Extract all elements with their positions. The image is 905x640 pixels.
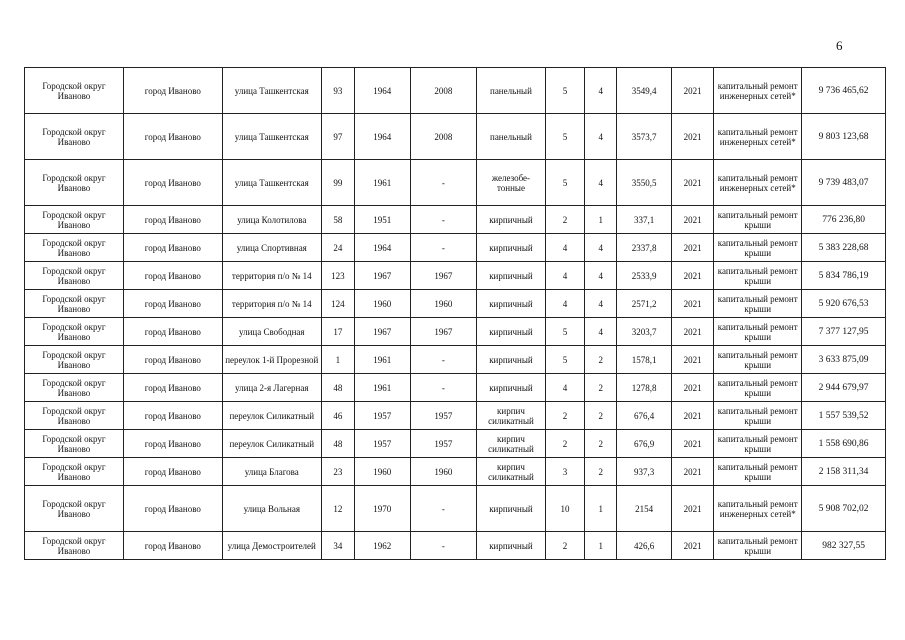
house-number-cell: 23 <box>321 458 354 486</box>
wall-material-cell: панельный <box>477 68 546 114</box>
wall-material-cell: железобе-тонные <box>477 160 546 206</box>
floors-cell: 4 <box>545 290 584 318</box>
work-type-cell: капитальный ремонт инженерных сетей* <box>714 114 802 160</box>
table-row <box>25 160 886 206</box>
wall-material-cell: кирпич силикатный <box>477 458 546 486</box>
year-built-cell: 1961 <box>355 160 411 206</box>
year-built-cell: 1967 <box>355 318 411 346</box>
work-type-cell: капитальный ремонт крыши <box>714 290 802 318</box>
planned-year-cell: 2021 <box>671 234 713 262</box>
district-cell: Городской округ Иваново <box>25 532 124 560</box>
cost-cell: 9 736 465,62 <box>802 68 886 114</box>
work-type-cell: капитальный ремонт крыши <box>714 374 802 402</box>
table-row <box>25 430 886 458</box>
wall-material-cell: кирпичный <box>477 290 546 318</box>
wall-material-cell: кирпичный <box>477 318 546 346</box>
street-cell: улица 2-я Лагерная <box>222 374 321 402</box>
city-cell: город Иваново <box>123 430 222 458</box>
planned-year-cell: 2021 <box>671 262 713 290</box>
entrances-cell: 4 <box>585 234 617 262</box>
work-type-cell: капитальный ремонт крыши <box>714 458 802 486</box>
planned-year-cell: 2021 <box>671 486 713 532</box>
cost-cell: 3 633 875,09 <box>802 346 886 374</box>
year-built-cell: 1961 <box>355 346 411 374</box>
area-cell: 337,1 <box>617 206 672 234</box>
cost-cell: 5 908 702,02 <box>802 486 886 532</box>
work-type-cell: капитальный ремонт инженерных сетей* <box>714 68 802 114</box>
city-cell: город Иваново <box>123 160 222 206</box>
cost-cell: 982 327,55 <box>802 532 886 560</box>
city-cell: город Иваново <box>123 532 222 560</box>
street-cell: переулок Силикатный <box>222 402 321 430</box>
table-row <box>25 402 886 430</box>
street-cell: улица Свободная <box>222 318 321 346</box>
district-cell: Городской округ Иваново <box>25 290 124 318</box>
house-number-cell: 24 <box>321 234 354 262</box>
district-cell: Городской округ Иваново <box>25 68 124 114</box>
district-cell: Городской округ Иваново <box>25 160 124 206</box>
street-cell: территория п/о № 14 <box>222 262 321 290</box>
wall-material-cell: кирпичный <box>477 262 546 290</box>
planned-year-cell: 2021 <box>671 532 713 560</box>
last-overhaul-year-cell: 1960 <box>410 290 477 318</box>
district-cell: Городской округ Иваново <box>25 206 124 234</box>
area-cell: 2154 <box>617 486 672 532</box>
planned-year-cell: 2021 <box>671 114 713 160</box>
street-cell: переулок 1-й Прорезной <box>222 346 321 374</box>
area-cell: 1578,1 <box>617 346 672 374</box>
entrances-cell: 2 <box>585 402 617 430</box>
work-type-cell: капитальный ремонт инженерных сетей* <box>714 486 802 532</box>
street-cell: улица Ташкентская <box>222 160 321 206</box>
planned-year-cell: 2021 <box>671 160 713 206</box>
year-built-cell: 1960 <box>355 458 411 486</box>
last-overhaul-year-cell: 1957 <box>410 430 477 458</box>
cost-cell: 9 803 123,68 <box>802 114 886 160</box>
district-cell: Городской округ Иваново <box>25 402 124 430</box>
area-cell: 937,3 <box>617 458 672 486</box>
entrances-cell: 2 <box>585 458 617 486</box>
cost-cell: 5 834 786,19 <box>802 262 886 290</box>
entrances-cell: 4 <box>585 68 617 114</box>
year-built-cell: 1964 <box>355 68 411 114</box>
house-number-cell: 12 <box>321 486 354 532</box>
district-cell: Городской округ Иваново <box>25 430 124 458</box>
table-row <box>25 458 886 486</box>
housing-repair-table <box>24 67 886 560</box>
year-built-cell: 1951 <box>355 206 411 234</box>
street-cell: переулок Силикатный <box>222 430 321 458</box>
area-cell: 3549,4 <box>617 68 672 114</box>
floors-cell: 5 <box>545 318 584 346</box>
last-overhaul-year-cell: - <box>410 532 477 560</box>
house-number-cell: 97 <box>321 114 354 160</box>
page-number: 6 <box>836 38 843 53</box>
planned-year-cell: 2021 <box>671 402 713 430</box>
wall-material-cell: кирпичный <box>477 206 546 234</box>
street-cell: улица Спортивная <box>222 234 321 262</box>
cost-cell: 5 920 676,53 <box>802 290 886 318</box>
table-row <box>25 234 886 262</box>
floors-cell: 2 <box>545 206 584 234</box>
entrances-cell: 2 <box>585 430 617 458</box>
year-built-cell: 1960 <box>355 290 411 318</box>
district-cell: Городской округ Иваново <box>25 374 124 402</box>
house-number-cell: 17 <box>321 318 354 346</box>
entrances-cell: 1 <box>585 486 617 532</box>
last-overhaul-year-cell: 2008 <box>410 114 477 160</box>
work-type-cell: капитальный ремонт крыши <box>714 318 802 346</box>
wall-material-cell: кирпичный <box>477 374 546 402</box>
district-cell: Городской округ Иваново <box>25 262 124 290</box>
floors-cell: 4 <box>545 234 584 262</box>
planned-year-cell: 2021 <box>671 318 713 346</box>
entrances-cell: 2 <box>585 346 617 374</box>
work-type-cell: капитальный ремонт крыши <box>714 206 802 234</box>
area-cell: 676,4 <box>617 402 672 430</box>
year-built-cell: 1967 <box>355 262 411 290</box>
cost-cell: 2 158 311,34 <box>802 458 886 486</box>
wall-material-cell: кирпичный <box>477 346 546 374</box>
table-row <box>25 318 886 346</box>
cost-cell: 5 383 228,68 <box>802 234 886 262</box>
house-number-cell: 46 <box>321 402 354 430</box>
house-number-cell: 99 <box>321 160 354 206</box>
city-cell: город Иваново <box>123 206 222 234</box>
house-number-cell: 58 <box>321 206 354 234</box>
area-cell: 3573,7 <box>617 114 672 160</box>
entrances-cell: 1 <box>585 206 617 234</box>
work-type-cell: капитальный ремонт крыши <box>714 234 802 262</box>
last-overhaul-year-cell: - <box>410 160 477 206</box>
house-number-cell: 48 <box>321 374 354 402</box>
cost-cell: 7 377 127,95 <box>802 318 886 346</box>
last-overhaul-year-cell: - <box>410 346 477 374</box>
table-row <box>25 532 886 560</box>
area-cell: 2571,2 <box>617 290 672 318</box>
street-cell: улица Демостроителей <box>222 532 321 560</box>
table-row <box>25 68 886 114</box>
work-type-cell: капитальный ремонт крыши <box>714 346 802 374</box>
last-overhaul-year-cell: 1960 <box>410 458 477 486</box>
area-cell: 2337,8 <box>617 234 672 262</box>
entrances-cell: 4 <box>585 290 617 318</box>
house-number-cell: 123 <box>321 262 354 290</box>
planned-year-cell: 2021 <box>671 430 713 458</box>
year-built-cell: 1962 <box>355 532 411 560</box>
planned-year-cell: 2021 <box>671 458 713 486</box>
planned-year-cell: 2021 <box>671 290 713 318</box>
year-built-cell: 1957 <box>355 430 411 458</box>
area-cell: 2533,9 <box>617 262 672 290</box>
floors-cell: 5 <box>545 346 584 374</box>
city-cell: город Иваново <box>123 290 222 318</box>
year-built-cell: 1957 <box>355 402 411 430</box>
floors-cell: 5 <box>545 114 584 160</box>
floors-cell: 4 <box>545 262 584 290</box>
city-cell: город Иваново <box>123 234 222 262</box>
city-cell: город Иваново <box>123 318 222 346</box>
table-row <box>25 374 886 402</box>
year-built-cell: 1964 <box>355 114 411 160</box>
city-cell: город Иваново <box>123 346 222 374</box>
area-cell: 3203,7 <box>617 318 672 346</box>
entrances-cell: 4 <box>585 114 617 160</box>
district-cell: Городской округ Иваново <box>25 234 124 262</box>
last-overhaul-year-cell: 1967 <box>410 262 477 290</box>
last-overhaul-year-cell: 1957 <box>410 402 477 430</box>
table-row <box>25 206 886 234</box>
area-cell: 676,9 <box>617 430 672 458</box>
entrances-cell: 2 <box>585 374 617 402</box>
wall-material-cell: кирпич силикатный <box>477 430 546 458</box>
last-overhaul-year-cell: 1967 <box>410 318 477 346</box>
entrances-cell: 4 <box>585 160 617 206</box>
last-overhaul-year-cell: 2008 <box>410 68 477 114</box>
floors-cell: 2 <box>545 402 584 430</box>
cost-cell: 1 558 690,86 <box>802 430 886 458</box>
wall-material-cell: кирпич силикатный <box>477 402 546 430</box>
cost-cell: 2 944 679,97 <box>802 374 886 402</box>
floors-cell: 4 <box>545 374 584 402</box>
table-row <box>25 114 886 160</box>
planned-year-cell: 2021 <box>671 68 713 114</box>
house-number-cell: 1 <box>321 346 354 374</box>
work-type-cell: капитальный ремонт крыши <box>714 532 802 560</box>
cost-cell: 9 739 483,07 <box>802 160 886 206</box>
city-cell: город Иваново <box>123 114 222 160</box>
cost-cell: 1 557 539,52 <box>802 402 886 430</box>
table-row <box>25 346 886 374</box>
district-cell: Городской округ Иваново <box>25 114 124 160</box>
table-body <box>25 68 886 560</box>
street-cell: улица Ташкентская <box>222 114 321 160</box>
floors-cell: 2 <box>545 532 584 560</box>
year-built-cell: 1964 <box>355 234 411 262</box>
city-cell: город Иваново <box>123 402 222 430</box>
street-cell: улица Ташкентская <box>222 68 321 114</box>
work-type-cell: капитальный ремонт крыши <box>714 402 802 430</box>
house-number-cell: 34 <box>321 532 354 560</box>
wall-material-cell: кирпичный <box>477 532 546 560</box>
entrances-cell: 1 <box>585 532 617 560</box>
cost-cell: 776 236,80 <box>802 206 886 234</box>
floors-cell: 5 <box>545 68 584 114</box>
year-built-cell: 1970 <box>355 486 411 532</box>
street-cell: улица Благова <box>222 458 321 486</box>
table-row <box>25 486 886 532</box>
house-number-cell: 124 <box>321 290 354 318</box>
work-type-cell: капитальный ремонт крыши <box>714 262 802 290</box>
area-cell: 1278,8 <box>617 374 672 402</box>
area-cell: 3550,5 <box>617 160 672 206</box>
entrances-cell: 4 <box>585 318 617 346</box>
district-cell: Городской округ Иваново <box>25 346 124 374</box>
street-cell: улица Колотилова <box>222 206 321 234</box>
planned-year-cell: 2021 <box>671 346 713 374</box>
district-cell: Городской округ Иваново <box>25 486 124 532</box>
last-overhaul-year-cell: - <box>410 374 477 402</box>
house-number-cell: 93 <box>321 68 354 114</box>
city-cell: город Иваново <box>123 374 222 402</box>
house-number-cell: 48 <box>321 430 354 458</box>
last-overhaul-year-cell: - <box>410 206 477 234</box>
last-overhaul-year-cell: - <box>410 234 477 262</box>
city-cell: город Иваново <box>123 486 222 532</box>
floors-cell: 10 <box>545 486 584 532</box>
planned-year-cell: 2021 <box>671 206 713 234</box>
wall-material-cell: кирпичный <box>477 486 546 532</box>
wall-material-cell: кирпичный <box>477 234 546 262</box>
street-cell: территория п/о № 14 <box>222 290 321 318</box>
city-cell: город Иваново <box>123 262 222 290</box>
work-type-cell: капитальный ремонт крыши <box>714 430 802 458</box>
floors-cell: 3 <box>545 458 584 486</box>
street-cell: улица Вольная <box>222 486 321 532</box>
floors-cell: 5 <box>545 160 584 206</box>
table-row <box>25 262 886 290</box>
district-cell: Городской округ Иваново <box>25 318 124 346</box>
floors-cell: 2 <box>545 430 584 458</box>
planned-year-cell: 2021 <box>671 374 713 402</box>
last-overhaul-year-cell: - <box>410 486 477 532</box>
entrances-cell: 4 <box>585 262 617 290</box>
work-type-cell: капитальный ремонт инженерных сетей* <box>714 160 802 206</box>
city-cell: город Иваново <box>123 68 222 114</box>
wall-material-cell: панельный <box>477 114 546 160</box>
year-built-cell: 1961 <box>355 374 411 402</box>
area-cell: 426,6 <box>617 532 672 560</box>
table-row <box>25 290 886 318</box>
city-cell: город Иваново <box>123 458 222 486</box>
district-cell: Городской округ Иваново <box>25 458 124 486</box>
